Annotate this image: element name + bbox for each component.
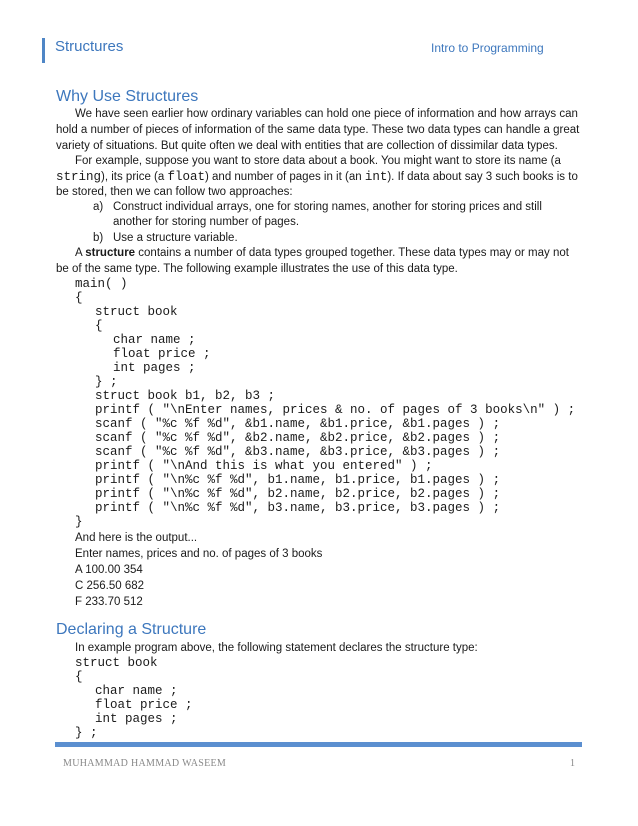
inline-code: float (167, 170, 205, 184)
bold-term: structure (85, 247, 136, 259)
page-number: 1 (570, 758, 575, 769)
code-line: scanf ( "%c %f %d", &b1.name, &b1.price, &b1.pages ) ; (95, 417, 501, 431)
text-span: A (75, 247, 86, 259)
paragraph-line: hold a number of pieces of information of the same data type. These two data types can handle a great (56, 124, 580, 136)
code-line: { (75, 291, 83, 305)
section-heading-why: Why Use Structures (56, 88, 199, 105)
code-line: scanf ( "%c %f %d", &b3.name, &b3.price, &b3.pages ) ; (95, 445, 501, 459)
paragraph-line-mixed (75, 246, 569, 261)
code-line: scanf ( "%c %f %d", &b2.name, &b2.price, &b2.pages ) ; (95, 431, 501, 445)
section-heading-declaring: Declaring a Structure (56, 621, 207, 638)
code-line: float price ; (113, 347, 211, 361)
paragraph-line: For example, suppose you want to store data about a book. You might want to store its name (a (75, 155, 561, 167)
code-line: } ; (75, 726, 98, 740)
text-span: ), its price (a (101, 171, 168, 183)
header-title: Structures (55, 38, 124, 55)
code-line: printf ( "\n%c %f %d", b2.name, b2.price, b2.pages ) ; (95, 487, 501, 501)
code-line: float price ; (95, 698, 193, 712)
paragraph-line: variety of situations. But quite often we deal with entities that are collection of dissimilar data types. (56, 140, 558, 152)
output-line: C 256.50 682 (75, 580, 145, 592)
output-line: F 233.70 512 (75, 596, 143, 608)
code-line: printf ( "\n%c %f %d", b3.name, b3.price, b3.pages ) ; (95, 501, 501, 515)
paragraph-line: be of the same type. The following example illustrates the use of this data type. (56, 263, 458, 275)
code-line: printf ( "\nAnd this is what you entered" ) ; (95, 459, 433, 473)
inline-code: int (364, 170, 388, 184)
code-line: int pages ; (95, 712, 178, 726)
paragraph-line: We have seen earlier how ordinary variables can hold one piece of information and how arrays can (75, 108, 578, 120)
output-line: And here is the output... (75, 532, 198, 544)
list-marker: b) (93, 232, 104, 244)
code-line: int pages ; (113, 361, 196, 375)
code-line: char name ; (95, 684, 178, 698)
header-accent-bar (42, 38, 45, 63)
code-line: main( ) (75, 277, 128, 291)
code-line: struct book (75, 656, 158, 670)
code-line: printf ( "\nEnter names, prices & no. of pages of 3 books\n" ) ; (95, 403, 576, 417)
code-line: struct book (95, 305, 178, 319)
header-course: Intro to Programming (431, 41, 544, 55)
text-span: ) and number of pages in it (an (205, 171, 365, 183)
inline-code: string (56, 170, 102, 184)
paragraph-line-mixed (56, 170, 578, 185)
footer-rule (55, 742, 582, 747)
output-line: A 100.00 354 (75, 564, 143, 576)
output-line: Enter names, prices and no. of pages of 3 books (75, 548, 323, 560)
list-item-text: another for storing number of pages. (113, 216, 300, 228)
code-line: } ; (95, 375, 118, 389)
code-line: printf ( "\n%c %f %d", b1.name, b1.price, b1.pages ) ; (95, 473, 501, 487)
code-line: { (95, 319, 103, 333)
code-line: { (75, 670, 83, 684)
paragraph-line: be stored, then we can follow two approaches: (56, 186, 293, 198)
list-item-text: Use a structure variable. (113, 232, 238, 244)
list-marker: a) (93, 201, 104, 213)
code-line: struct book b1, b2, b3 ; (95, 389, 276, 403)
footer-author: MUHAMMAD HAMMAD WASEEM (63, 758, 227, 769)
code-line: } (75, 515, 83, 529)
code-line: char name ; (113, 333, 196, 347)
paragraph-line: In example program above, the following statement declares the structure type: (75, 642, 478, 654)
list-item-text: Construct individual arrays, one for storing names, another for storing prices and still (113, 201, 542, 213)
text-span: contains a number of data types grouped together. These data types may or may not (135, 247, 569, 259)
text-span: ). If data about say 3 such books is to (387, 171, 578, 183)
